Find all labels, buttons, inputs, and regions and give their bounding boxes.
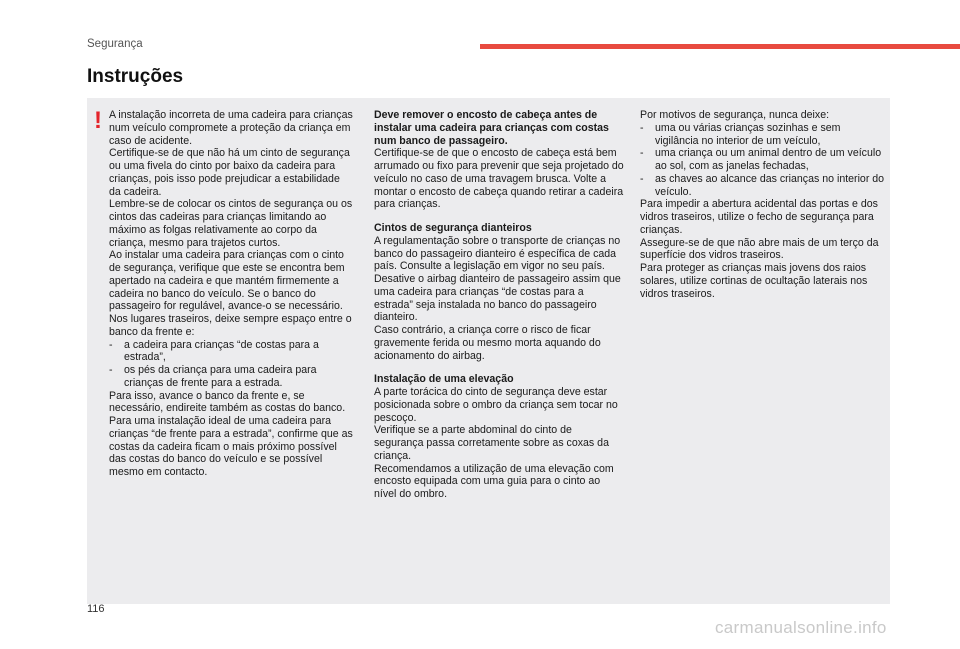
paragraph: Caso contrário, a criança corre o risco de ficar gravemente ferida ou mesmo morta aquando do acionamento do airbag.	[374, 324, 601, 362]
paragraph: Lembre-se de colocar os cintos de segurança ou os cintos das cadeiras para crianças limitando ao máximo as folgas relativamente ao corpo da criança, mesmo para trajetos curtos.	[109, 198, 353, 249]
page-title: Instruções	[87, 66, 184, 87]
paragraph: Certifique-se de que o encosto de cabeça está bem arrumado ou fixo para prevenir que seja projetado do veículo no caso de uma travagem brusca. Volte a montar o encosto de cabeça quando retirar a cadeira para crianças.	[374, 147, 624, 211]
column-middle	[374, 109, 624, 501]
paragraph: Desative o airbag dianteiro de passageiro assim que uma cadeira para crianças “de costas para a estrada” seja instalada no banco do passageiro dianteiro.	[374, 273, 621, 324]
paragraph: Para impedir a abertura acidental das portas e dos vidros traseiros, utilize o fecho de segurança para crianças.	[640, 198, 878, 236]
list-item: - a cadeira para crianças “de costas para a estrada”,	[109, 338, 319, 364]
page-number: 116	[87, 603, 105, 615]
section-label: Segurança	[87, 38, 143, 50]
column-left	[109, 109, 354, 479]
paragraph: Para isso, avance o banco da frente e, se necessário, endireite também as costas do banco.	[109, 389, 346, 415]
list-item: - uma criança ou um animal dentro de um veículo ao sol, com as janelas fechadas,	[640, 147, 882, 172]
subheading-front-seatbelts: Cintos de segurança dianteiros	[374, 222, 532, 234]
list-dash: -	[640, 147, 644, 160]
paragraph: A parte torácica do cinto de segurança deve estar posicionada sobre o ombro da criança sem tocar no pescoço.	[374, 386, 618, 424]
header-accent-bar	[480, 44, 960, 49]
list-dash: -	[109, 364, 113, 376]
paragraph: A instalação incorreta de uma cadeira para crianças num veículo compromete a proteção da criança em caso de acidente.	[109, 109, 353, 147]
list-item: - as chaves ao alcance das crianças no interior do veículo.	[640, 172, 885, 198]
paragraph: Para proteger as crianças mais jovens dos raios solares, utilize cortinas de ocultação laterais nos vidros traseiros.	[640, 262, 868, 300]
paragraph: Recomendamos a utilização de uma elevação com encosto equipada com uma guia para o cinto ao nível do ombro.	[374, 462, 614, 500]
paragraph: Por motivos de segurança, nunca deixe:	[640, 109, 830, 121]
paragraph: Assegure-se de que não abre mais de um terço da superfície dos vidros traseiros.	[640, 236, 879, 262]
list-item: - os pés da criança para uma cadeira para crianças de frente para a estrada.	[109, 364, 317, 389]
paragraph: Certifique-se de que não há um cinto de segurança ou uma fivela do cinto por baixo da cadeira para crianças, pois isso pode prejudicar a estabilidade da cadeira.	[109, 147, 350, 198]
list-item: - uma ou várias crianças sozinhas e sem vigilância no interior de um veículo,	[640, 121, 841, 147]
paragraph: Verifique se a parte abdominal do cinto de segurança passa corretamente sobre as coxas da criança.	[374, 424, 609, 462]
watermark: carmanualsonline.info	[715, 618, 887, 637]
paragraph: Para uma instalação ideal de uma cadeira para crianças “de frente para a estrada”, confirme que as costas da cadeira ficam o mais próximo possível das costas do banco do veículo e se possível mesmo em contacto.	[109, 415, 353, 478]
list-dash: -	[640, 172, 644, 185]
paragraph: Nos lugares traseiros, deixe sempre espaço entre o banco da frente e:	[109, 313, 352, 338]
paragraph: A regulamentação sobre o transporte de crianças no banco do passageiro dianteiro é específica de cada país. Consulte a legislação em vigor no seu país.	[374, 234, 621, 273]
paragraph: Ao instalar uma cadeira para crianças com o cinto de segurança, verifique que este se encontra bem apertado na cadeira e que mantém firmemente a cadeira no banco do veículo. Se o banco do passageiro for regulável, avance-o se necessário.	[109, 249, 345, 313]
list-dash: -	[109, 338, 113, 351]
subheading-booster: Instalação de uma elevação	[374, 373, 514, 386]
column-right	[640, 109, 885, 300]
bold-intro: Deve remover o encosto de cabeça antes de instalar uma cadeira para crianças com costas num banco de passageiro.	[374, 109, 609, 147]
warning-exclamation-icon: !	[94, 107, 102, 134]
list-dash: -	[640, 121, 644, 134]
